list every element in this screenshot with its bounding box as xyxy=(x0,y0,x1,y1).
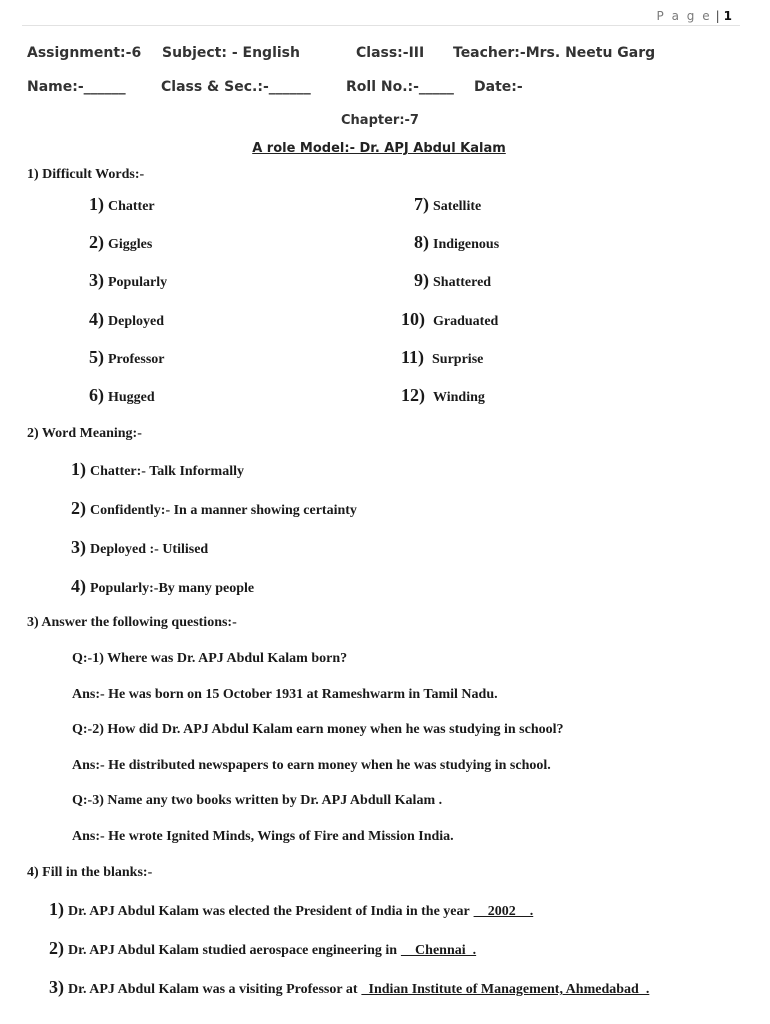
section-heading-fill-blanks: 4) Fill in the blanks:- xyxy=(27,865,153,880)
item-text: Shattered xyxy=(433,275,492,290)
list-item xyxy=(71,537,208,558)
list-item xyxy=(71,459,244,480)
list-item xyxy=(414,194,481,215)
item-text: Dr. APJ Abdul Kalam was a visiting Professor at xyxy=(68,982,358,997)
item-number: 1) xyxy=(49,899,64,919)
item-text: Deployed xyxy=(108,314,164,329)
page-number-label: P a g e | 1 xyxy=(656,9,732,23)
item-number: 6) xyxy=(89,385,104,405)
item-number: 4) xyxy=(71,576,86,596)
list-item xyxy=(71,576,254,597)
question-line: Q:-1) Where was Dr. APJ Abdul Kalam born? xyxy=(72,651,348,666)
item-text: Winding xyxy=(433,390,485,405)
blank-answer: __Chennai_. xyxy=(401,943,477,958)
list-item xyxy=(401,347,483,368)
teacher: Teacher:-Mrs. Neetu Garg xyxy=(453,45,656,61)
item-text: Popularly xyxy=(108,275,168,290)
list-item xyxy=(89,194,155,215)
item-text: Deployed :- Utilised xyxy=(90,542,209,557)
answer-line: Ans:- He wrote Ignited Minds, Wings of Fire and Mission India. xyxy=(72,829,454,844)
item-text: Satellite xyxy=(433,199,482,214)
list-item xyxy=(414,232,499,253)
page-number: 1 xyxy=(723,9,732,23)
item-number: 2) xyxy=(49,938,64,958)
subject: Subject: - English xyxy=(162,45,300,61)
item-number: 12) xyxy=(401,385,425,405)
chapter-title: A role Model:- Dr. APJ Abdul Kalam xyxy=(252,141,506,156)
item-number: 1) xyxy=(71,459,86,479)
list-item xyxy=(414,270,491,291)
list-item xyxy=(89,270,167,291)
name-field: Name:-______ xyxy=(27,79,126,95)
list-item xyxy=(49,977,649,998)
item-text: Professor xyxy=(108,352,165,367)
list-item xyxy=(401,309,498,330)
answer-line: Ans:- He distributed newspapers to earn money when he was studying in school. xyxy=(72,758,551,773)
list-item xyxy=(49,899,533,920)
section-heading-questions: 3) Answer the following questions:- xyxy=(27,615,237,630)
section-heading-difficult-words: 1) Difficult Words:- xyxy=(27,167,145,182)
list-item xyxy=(401,385,485,406)
list-item xyxy=(89,232,152,253)
date-field: Date:- xyxy=(474,79,523,95)
list-item xyxy=(89,385,155,406)
list-item xyxy=(49,938,476,959)
item-text: Dr. APJ Abdul Kalam studied aerospace engineering in xyxy=(68,943,398,958)
item-number: 7) xyxy=(414,194,429,214)
list-item xyxy=(71,498,357,519)
item-text: Giggles xyxy=(108,237,153,252)
item-number: 8) xyxy=(414,232,429,252)
list-item xyxy=(89,309,164,330)
item-text: Chatter:- Talk Informally xyxy=(90,464,244,479)
item-number: 4) xyxy=(89,309,104,329)
assignment-number: Assignment:-6 xyxy=(27,45,142,61)
item-number: 2) xyxy=(89,232,104,252)
item-number: 3) xyxy=(89,270,104,290)
question-line: Q:-3) Name any two books written by Dr. APJ Abdull Kalam . xyxy=(72,793,443,808)
header-rule xyxy=(22,25,740,26)
page-label-text: P a g e xyxy=(656,9,712,23)
item-number: 10) xyxy=(401,309,425,329)
chapter-heading: Chapter:-7 xyxy=(341,113,419,128)
item-text: Dr. APJ Abdul Kalam was elected the President of India in the year xyxy=(68,904,470,919)
item-text: Hugged xyxy=(108,390,155,405)
item-number: 11) xyxy=(401,347,425,367)
roll-no-field: Roll No.:-_____ xyxy=(346,79,454,95)
item-text: Surprise xyxy=(432,352,484,367)
item-text: Confidently:- In a manner showing certainty xyxy=(90,503,357,518)
blank-answer: __2002__. xyxy=(473,904,534,919)
item-text: Popularly:-By many people xyxy=(90,581,255,596)
item-number: 3) xyxy=(71,537,86,557)
item-number: 1) xyxy=(89,194,104,214)
list-item xyxy=(89,347,165,368)
item-text: Indigenous xyxy=(433,237,500,252)
item-number: 9) xyxy=(414,270,429,290)
class-label: Class:-III xyxy=(356,45,425,61)
answer-line: Ans:- He was born on 15 October 1931 at Rameshwarm in Tamil Nadu. xyxy=(72,687,498,702)
item-number: 2) xyxy=(71,498,86,518)
class-sec-field: Class & Sec.:-______ xyxy=(161,79,311,95)
question-line: Q:-2) How did Dr. APJ Abdul Kalam earn money when he was studying in school? xyxy=(72,722,564,737)
item-text: Graduated xyxy=(433,314,499,329)
item-number: 3) xyxy=(49,977,64,997)
item-number: 5) xyxy=(89,347,104,367)
item-text: Chatter xyxy=(108,199,155,214)
section-heading-word-meaning: 2) Word Meaning:- xyxy=(27,426,142,441)
blank-answer: _Indian Institute of Management, Ahmedabad_. xyxy=(361,982,650,997)
